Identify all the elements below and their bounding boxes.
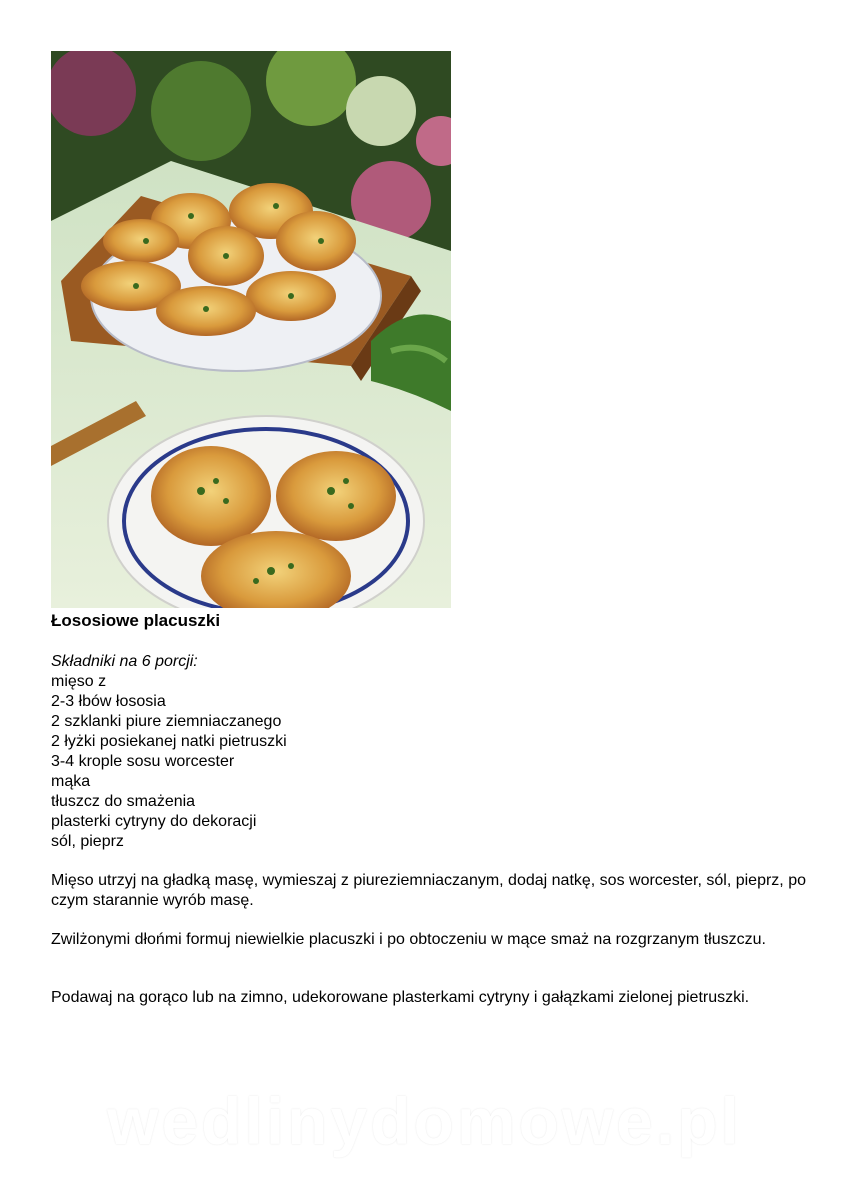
ingredient-item: 2 szklanki piure ziemniaczanego (51, 713, 282, 730)
instruction-step-3: Podawaj na gorąco lub na zimno, udekorowane plasterkami cytryny i gałązkami zielonej pietruszki. (51, 989, 750, 1006)
recipe-photo (51, 51, 451, 608)
ingredient-item: plasterki cytryny do dekoracji (51, 813, 257, 830)
ingredients-heading: Składniki na 6 porcji: (51, 653, 198, 670)
ingredients-list (51, 652, 287, 852)
instruction-step-1: Mięso utrzyj na gładką masę, wymieszaj z piureziemniaczanym, dodaj natkę, sos worcester, sól, pieprz, po czym starannie wyrób masę. (51, 872, 806, 909)
watermark: wedlinydomowe.pl (107, 1084, 742, 1158)
ingredient-item: sól, pieprz (51, 833, 124, 850)
recipe-title: Łososiowe placuszki (51, 611, 221, 630)
ingredient-item: 3-4 krople sosu worcester (51, 753, 235, 770)
instruction-step-2: Zwilżonymi dłońmi formuj niewielkie placuszki i po obtoczeniu w mące smaż na rozgrzanym tłuszczu. (51, 931, 766, 948)
ingredient-item: mięso z (51, 673, 107, 690)
ingredient-item: mąka (51, 773, 91, 790)
ingredient-item: 2-3 łbów łososia (51, 693, 166, 710)
salmon-patties-illustration (51, 51, 451, 608)
ingredient-item: tłuszcz do smażenia (51, 793, 196, 810)
ingredient-item: 2 łyżki posiekanej natki pietruszki (51, 733, 287, 750)
